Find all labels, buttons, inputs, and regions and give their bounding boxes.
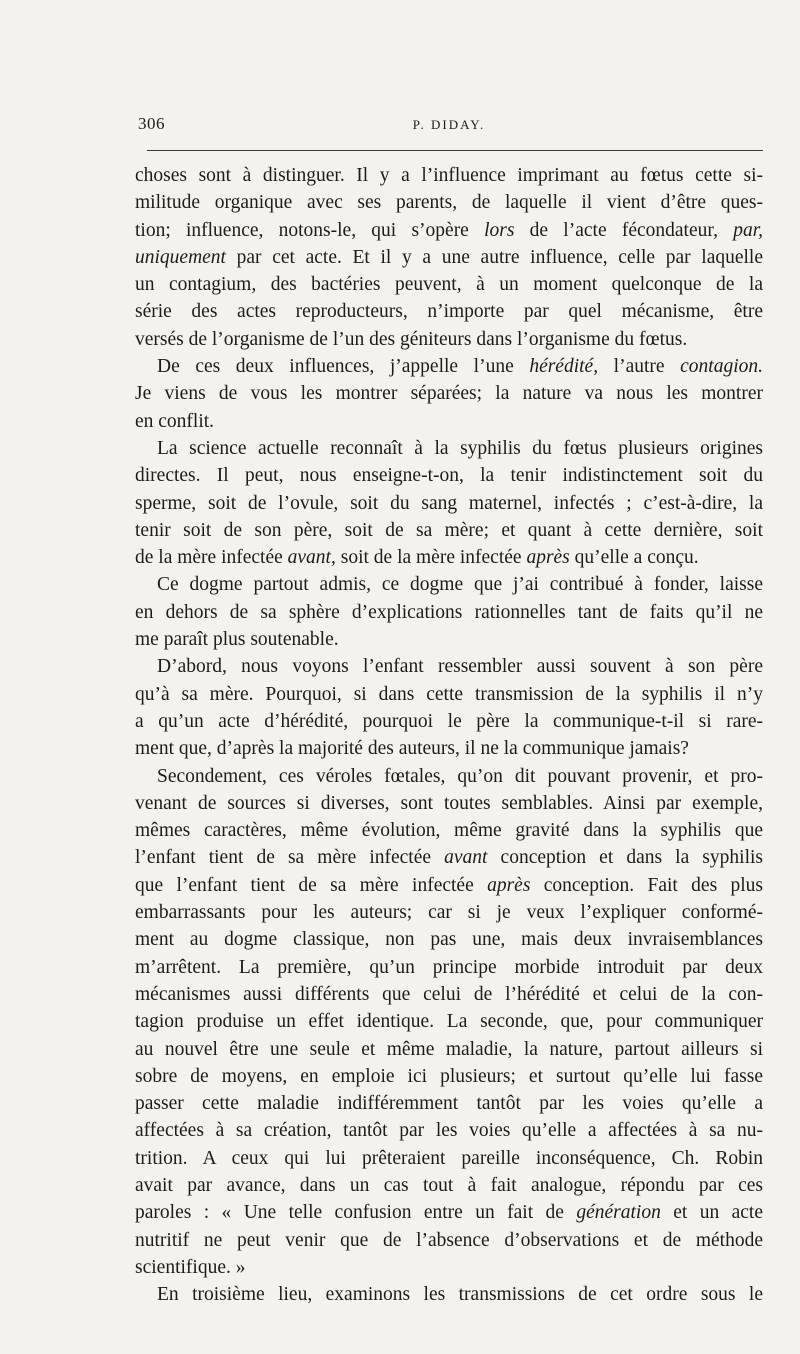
text-segment: conception. Fait des plus xyxy=(530,874,764,896)
italic-text: avant xyxy=(444,847,488,869)
text-segment: venant de sources si diverses, sont toutes semblables. Ainsi par exemple, xyxy=(135,792,763,814)
text-line xyxy=(135,1036,763,1063)
text-line xyxy=(135,1117,763,1144)
text-segment: en conflit. xyxy=(135,410,215,432)
text-line xyxy=(135,599,763,626)
text-segment: un contagium, des bactéries peuvent, à un moment quelconque de la xyxy=(135,274,763,296)
text-line xyxy=(135,244,763,271)
text-segment: m’arrêtent. La première, qu’un principe morbide introduit par deux xyxy=(135,956,763,978)
italic-text: après xyxy=(526,547,570,569)
text-line xyxy=(135,1227,763,1254)
text-segment: tagion produise un effet identique. La seconde, que, pour communiquer xyxy=(135,1011,763,1033)
text-line xyxy=(135,326,763,353)
text-segment: l’autre xyxy=(598,356,681,378)
paragraph xyxy=(135,653,763,762)
text-line xyxy=(135,298,763,325)
text-line xyxy=(135,162,763,189)
text-line xyxy=(135,872,763,899)
paragraph xyxy=(135,571,763,653)
text-segment: tion; influence, notons-le, qui s’opère xyxy=(135,219,485,241)
italic-text: par, xyxy=(733,219,763,241)
text-segment: tenir soit de son père, soit de sa mère; et quant à cette dernière, soit xyxy=(135,519,763,541)
text-segment: embarrassants pour les auteurs; car si je veux l’expliquer conformé- xyxy=(135,902,763,924)
text-line xyxy=(135,435,763,462)
text-line xyxy=(135,189,763,216)
text-segment: La science actuelle reconnaît à la syphilis du fœtus plusieurs origines xyxy=(157,437,763,459)
text-line xyxy=(135,954,763,981)
text-line xyxy=(135,1145,763,1172)
text-line xyxy=(135,926,763,953)
text-segment: sperme, soit de l’ovule, soit du sang maternel, infectés ; c’est-à-dire, la xyxy=(135,492,763,514)
text-line xyxy=(135,681,763,708)
body-text xyxy=(135,162,763,1308)
text-line xyxy=(135,490,763,517)
text-line xyxy=(135,735,763,762)
text-segment: a qu’un acte d’hérédité, pourquoi le père la communique-t-il si rare- xyxy=(135,710,763,732)
text-line xyxy=(135,653,763,680)
text-segment: qu’à sa mère. Pourquoi, si dans cette transmission de la syphilis il n’y xyxy=(135,683,763,705)
text-segment: au nouvel être une seule et même maladie, la nature, partout ailleurs si xyxy=(135,1038,763,1060)
text-segment: choses sont à distinguer. Il y a l’influence imprimant au fœtus cette si- xyxy=(135,165,763,186)
italic-text: génération xyxy=(576,1202,661,1224)
text-segment: nutritif ne peut venir que de l’absence d’observations et de méthode xyxy=(135,1229,763,1251)
text-segment: D’abord, nous voyons l’enfant ressembler aussi souvent à son père xyxy=(157,656,763,678)
text-line xyxy=(135,408,763,435)
page-number: 306 xyxy=(138,114,165,133)
text-line xyxy=(135,1254,763,1281)
text-line xyxy=(135,708,763,735)
text-segment: avait par avance, dans un cas tout à fait analogue, répondu par ces xyxy=(135,1174,763,1196)
running-title: P. DIDAY. xyxy=(412,117,486,132)
text-segment: conception et dans la syphilis xyxy=(487,847,763,869)
text-segment: série des actes reproducteurs, n’importe par quel mécanisme, être xyxy=(135,301,763,323)
italic-text: hérédité, xyxy=(529,356,599,378)
paragraph xyxy=(135,353,763,435)
text-line xyxy=(135,1281,763,1308)
text-line xyxy=(135,790,763,817)
text-segment: En troisième lieu, examinons les transmissions de cet ordre sous le xyxy=(157,1284,763,1306)
text-segment: que l’enfant tient de sa mère infectée xyxy=(135,874,488,896)
text-segment: directes. Il peut, nous enseigne-t-on, la tenir indistinctement soit du xyxy=(135,465,763,487)
text-line xyxy=(135,1199,763,1226)
text-segment: versés de l’organisme de l’un des géniteurs dans l’organisme du fœtus. xyxy=(135,328,688,350)
text-segment: affectées à sa création, tantôt par les voies qu’elle a affectées à sa nu- xyxy=(135,1120,763,1142)
italic-text: après xyxy=(487,874,531,896)
text-segment: qu’elle a conçu. xyxy=(569,547,699,569)
text-line xyxy=(135,1172,763,1199)
text-line xyxy=(135,899,763,926)
italic-text: uniquement xyxy=(135,246,226,268)
paragraph xyxy=(135,435,763,571)
paragraph xyxy=(135,1281,763,1308)
text-line xyxy=(135,380,763,407)
text-line xyxy=(135,1063,763,1090)
text-line xyxy=(135,462,763,489)
text-segment: l’enfant tient de sa mère infectée xyxy=(135,847,445,869)
text-segment: Ce dogme partout admis, ce dogme que j’ai contribué à fonder, laisse xyxy=(157,574,763,596)
text-segment: sobre de moyens, en emploie ici plusieurs; et surtout qu’elle lui fasse xyxy=(135,1065,763,1087)
text-line xyxy=(135,817,763,844)
text-segment: scientifique. » xyxy=(135,1256,246,1278)
text-segment: en dehors de sa sphère d’explications rationnelles tant de faits qu’il ne xyxy=(135,601,763,623)
text-segment: Je viens de vous les montrer séparées; la nature va nous les montrer xyxy=(135,383,763,405)
text-segment: militude organique avec ses parents, de laquelle il vient d’être ques- xyxy=(135,192,763,214)
text-line xyxy=(135,517,763,544)
text-segment: ment au dogme classique, non pas une, mais deux invraisemblances xyxy=(135,929,763,951)
paragraph xyxy=(135,162,763,353)
text-segment: soit de la mère infectée xyxy=(335,547,527,569)
text-segment: et un acte xyxy=(660,1202,763,1224)
text-segment: trition. A ceux qui lui prêteraient pareille inconséquence, Ch. Robin xyxy=(135,1147,763,1169)
text-segment: de l’acte fécondateur, xyxy=(514,219,734,241)
text-segment: ment que, d’après la majorité des auteurs, il ne la communique jamais? xyxy=(135,738,689,760)
text-line xyxy=(135,271,763,298)
page-header xyxy=(135,114,763,144)
text-line xyxy=(135,981,763,1008)
text-line xyxy=(135,544,763,571)
italic-text: lors xyxy=(484,219,515,241)
text-segment: par cet acte. Et il y a une autre influence, celle par laquelle xyxy=(225,246,763,268)
text-segment: mêmes caractères, même évolution, même gravité dans la syphilis que xyxy=(135,820,763,842)
text-segment: mécanismes aussi différents que celui de l’hérédité et celui de la con- xyxy=(135,983,763,1005)
paragraph xyxy=(135,763,763,1282)
text-segment: passer cette maladie indifféremment tantôt par les voies qu’elle a xyxy=(135,1093,763,1115)
text-segment: Secondement, ces véroles fœtales, qu’on dit pouvant provenir, et pro- xyxy=(157,765,763,787)
text-line xyxy=(135,626,763,653)
italic-text: avant, xyxy=(287,547,336,569)
text-line xyxy=(135,1008,763,1035)
text-segment: me paraît plus soutenable. xyxy=(135,629,339,651)
text-line xyxy=(135,217,763,244)
text-segment: de la mère infectée xyxy=(135,547,288,569)
text-line xyxy=(135,763,763,790)
text-line xyxy=(135,353,763,380)
text-segment: paroles : « Une telle confusion entre un fait de xyxy=(135,1202,577,1224)
text-line xyxy=(135,571,763,598)
text-segment: De ces deux influences, j’appelle l’une xyxy=(157,356,530,378)
text-line xyxy=(135,844,763,871)
text-line xyxy=(135,1090,763,1117)
header-rule xyxy=(147,150,763,151)
italic-text: contagion. xyxy=(680,356,763,378)
